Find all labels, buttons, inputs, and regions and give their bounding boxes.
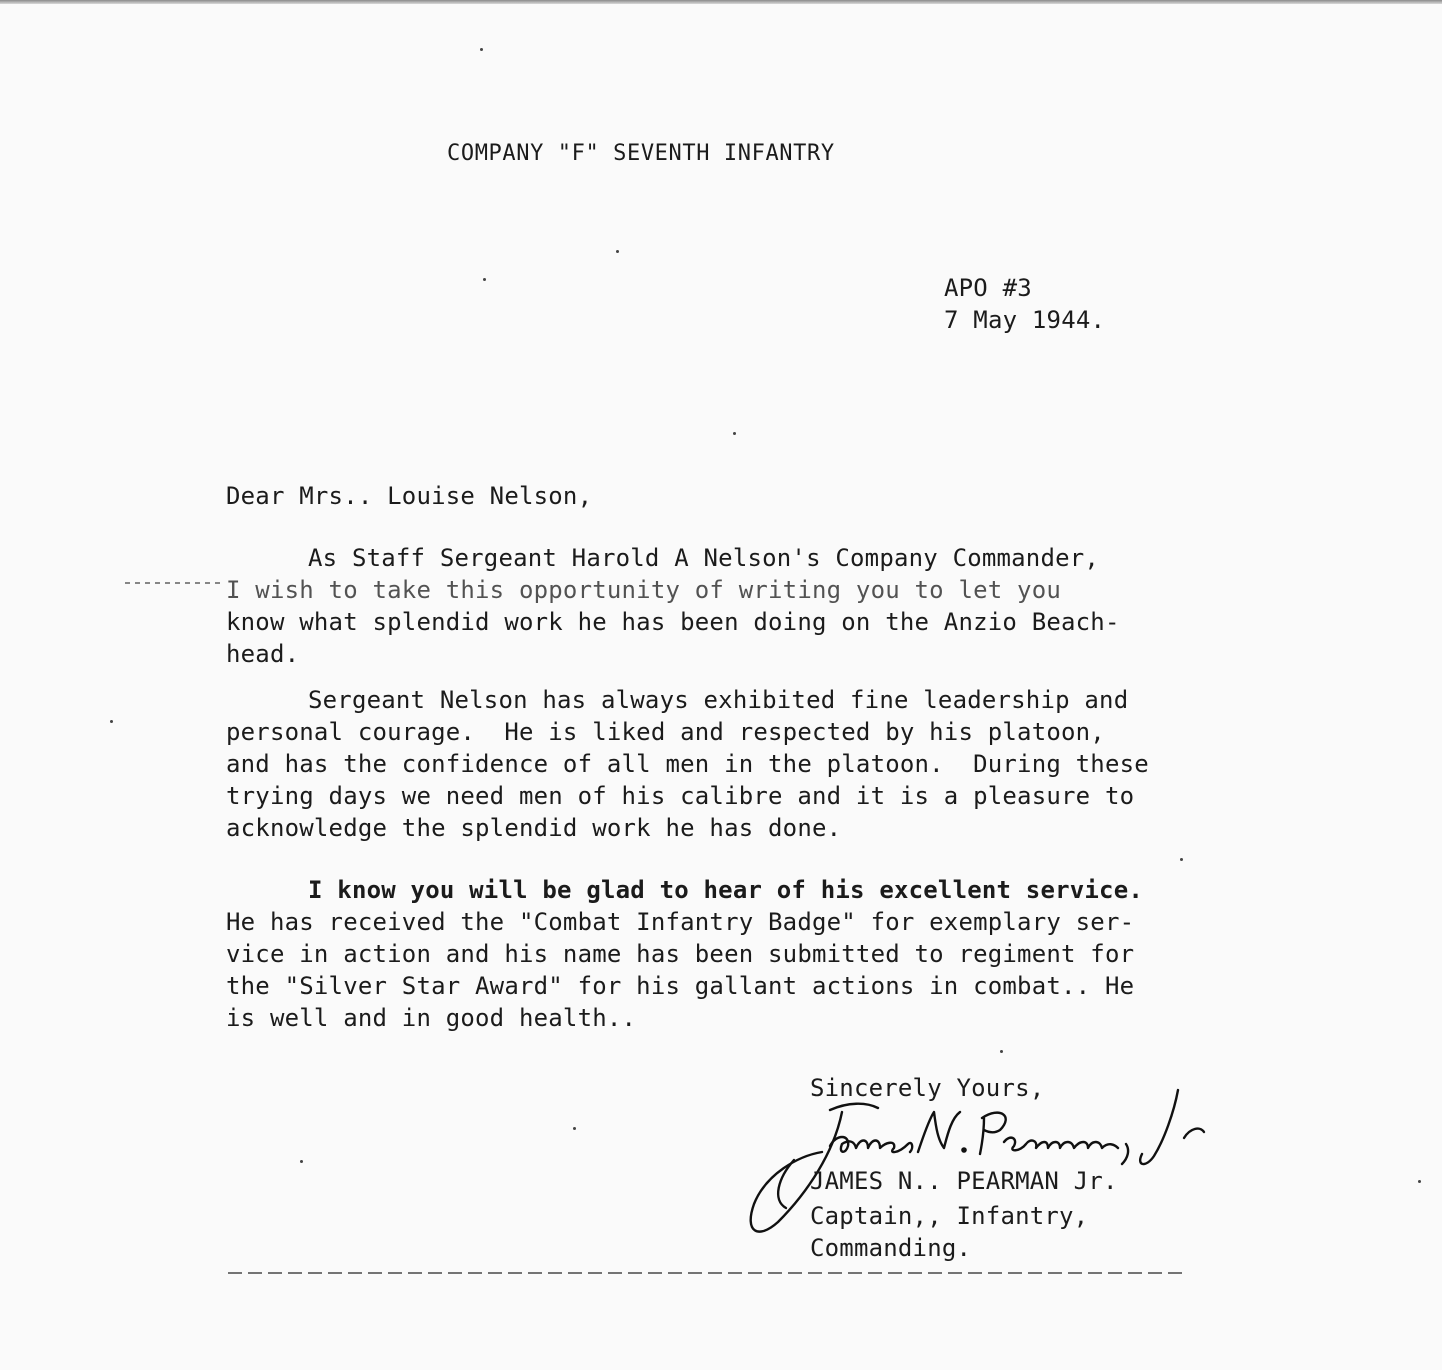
- paragraph-line: vice in action and his name has been submitted to regiment for: [226, 940, 1135, 968]
- scan-top-edge: [0, 0, 1442, 4]
- paragraph-1: [226, 546, 1236, 674]
- scan-speck: [483, 278, 486, 281]
- paragraph-line: Sergeant Nelson has always exhibited fine leadership and: [308, 686, 1129, 714]
- paragraph-line: As Staff Sergeant Harold A Nelson's Company Commander,: [308, 544, 1100, 572]
- scan-speck: [1180, 858, 1183, 861]
- signer-name: JAMES N.. PEARMAN Jr.: [810, 1167, 1118, 1195]
- paragraph-line: head.: [226, 640, 300, 668]
- paragraph-line: acknowledge the splendid work he has done.: [226, 814, 842, 842]
- paragraph-3: [226, 878, 1236, 1038]
- paragraph-line: know what splendid work he has been doing on the Anzio Beach-: [226, 608, 1120, 636]
- closing: Sincerely Yours,: [810, 1074, 1045, 1102]
- scan-speck: [300, 1160, 303, 1163]
- paragraph-line: and has the confidence of all men in the platoon. During these: [226, 750, 1149, 778]
- paragraph-line: is well and in good health..: [226, 1004, 637, 1032]
- apo-number: APO #3: [944, 274, 1032, 302]
- margin-mark: [125, 582, 220, 584]
- scan-speck: [573, 1127, 576, 1130]
- scan-speck: [1418, 1180, 1421, 1183]
- scan-speck: [616, 250, 619, 253]
- paragraph-line: I wish to take this opportunity of writing you to let you: [226, 576, 1062, 604]
- scan-speck: [733, 432, 736, 435]
- signer-role: Commanding.: [810, 1234, 972, 1262]
- paragraph-line: personal courage. He is liked and respected by his platoon,: [226, 718, 1105, 746]
- letterhead: COMPANY "F" SEVENTH INFANTRY: [447, 141, 835, 166]
- paragraph-line: the "Silver Star Award" for his gallant actions in combat.. He: [226, 972, 1135, 1000]
- paragraph-line: trying days we need men of his calibre and it is a pleasure to: [226, 782, 1135, 810]
- bottom-dashed-rule: [228, 1272, 1188, 1274]
- signer-title: Captain,, Infantry,: [810, 1202, 1089, 1230]
- salutation: Dear Mrs.. Louise Nelson,: [226, 482, 593, 510]
- letter-date: 7 May 1944.: [944, 306, 1106, 334]
- paragraph-line: He has received the "Combat Infantry Badge" for exemplary ser-: [226, 908, 1135, 936]
- paragraph-2: [226, 688, 1236, 848]
- paragraph-line: I know you will be glad to hear of his excellent service.: [308, 876, 1144, 904]
- scan-speck: [480, 48, 483, 51]
- scan-speck: [110, 720, 113, 723]
- scan-speck: [1000, 1050, 1003, 1053]
